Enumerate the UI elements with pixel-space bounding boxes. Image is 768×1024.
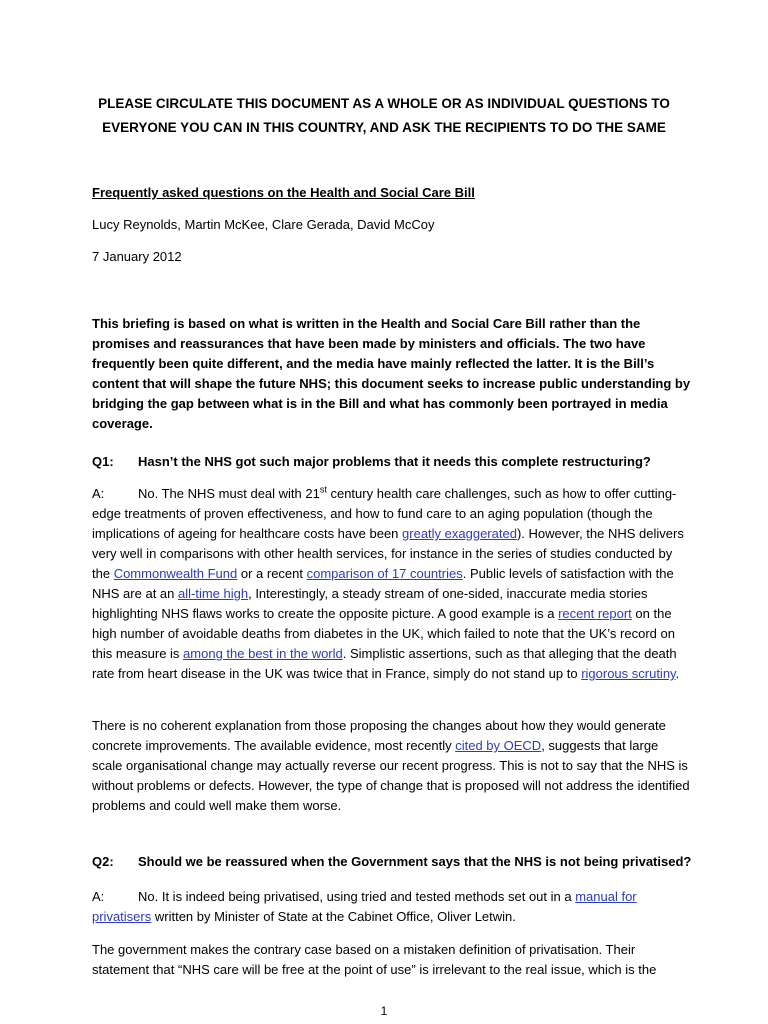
paragraph-text: , suggests that large scale organisational change may actually reverse our recent progress. This is not to say that the NHS is without problems or defects. However, the type of change that is proposed will not address the identified problems and could well make them worse.	[92, 738, 690, 813]
question-2	[92, 852, 692, 872]
answer-1-label: A:	[92, 486, 105, 501]
answer-1-text: on the high number of avoidable deaths from diabetes in the UK, which failed to note that the UK’s record on this measure is	[92, 606, 675, 661]
circulation-heading-line-1: PLEASE CIRCULATE THIS DOCUMENT AS A WHOLE OR AS INDIVIDUAL QUESTIONS TO	[98, 96, 670, 111]
greatly-exaggerated-link[interactable]: greatly exaggerated	[402, 526, 517, 541]
page-number: 1	[380, 1004, 388, 1018]
recent-report-link[interactable]: recent report	[558, 606, 632, 621]
circulation-heading-line-2: EVERYONE YOU CAN IN THIS COUNTRY, AND ASK THE RECIPIENTS TO DO THE SAME	[102, 120, 666, 135]
question-1-text: Hasn’t the NHS got such major problems that it needs this complete restructuring?	[138, 454, 651, 469]
answer-1-text: No. The NHS must deal with 21	[138, 486, 320, 501]
answer-1-text: century health care challenges, such as how to offer cutting-edge treatments of proven effectiveness, and how to fund care to an aging population (though the implications of ageing for healthcare costs have been	[92, 486, 677, 541]
answer-1-text: ). However, the NHS delivers very well in comparisons with other health services, for instance in the series of studies conducted by the	[92, 526, 684, 581]
question-1	[92, 452, 692, 472]
question-2-label: Q2:	[92, 854, 114, 869]
answer-1	[92, 484, 692, 684]
cited-by-oecd-link[interactable]: cited by OECD	[455, 738, 542, 753]
all-time-high-link[interactable]: all-time high	[178, 586, 249, 601]
question-2-text: Should we be reassured when the Government says that the NHS is not being privatised?	[138, 854, 692, 869]
document-date: 7 January 2012	[92, 249, 182, 264]
among-the-best-link[interactable]: among the best in the world	[183, 646, 343, 661]
question-1-label: Q1:	[92, 454, 114, 469]
answer-1-superscript: st	[319, 484, 327, 495]
rigorous-scrutiny-link[interactable]: rigorous scrutiny	[581, 666, 676, 681]
authors-line: Lucy Reynolds, Martin McKee, Clare Gerada, David McCoy	[92, 217, 435, 232]
commonwealth-fund-link[interactable]: Commonwealth Fund	[113, 566, 238, 581]
paragraph-text: There is no coherent explanation from those proposing the changes about how they would generate concrete improvements. The available evidence, most recently	[92, 718, 666, 753]
manual-for-privatisers-link[interactable]: manual for privatisers	[92, 889, 637, 924]
answer-1-text: . Simplistic assertions, such as that alleging that the death rate from heart disease in the UK was twice that in France, simply do not stand up to	[92, 646, 677, 681]
answer-2-text: No. It is indeed being privatised, using tried and tested methods set out in a	[138, 889, 576, 904]
answer-1-paragraph-2	[92, 716, 692, 816]
intro-paragraph: This briefing is based on what is written in the Health and Social Care Bill rather than the promises and reassurances that have been made by ministers and officials. The two have frequently been quite different, and the media have mainly reflected the latter. It is the Bill’s content that will shape the future NHS; this document seeks to increase public understanding by bridging the gap between what is in the Bill and what has commonly been portrayed in media coverage.	[92, 316, 691, 431]
document-title: Frequently asked questions on the Health and Social Care Bill	[92, 185, 475, 200]
circulation-heading	[80, 92, 688, 140]
answer-1-text: .	[675, 666, 680, 681]
answer-2-label: A:	[92, 889, 105, 904]
answer-2	[92, 887, 692, 927]
answer-1-text: or a recent	[237, 566, 307, 581]
answer-1-text: . Public levels of satisfaction with the NHS are at an	[92, 566, 674, 601]
comparison-17-countries-link[interactable]: comparison of 17 countries	[306, 566, 463, 581]
answer-1-text: , Interestingly, a steady stream of one-sided, inaccurate media stories highlighting NHS flaws works to create the opposite picture. A good example is a	[92, 586, 648, 621]
answer-2-paragraph-2: The government makes the contrary case based on a mistaken definition of privatisation. Their statement that “NHS care will be free at the point of use” is irrelevant to the real issue, which is the	[92, 942, 657, 977]
answer-2-text: written by Minister of State at the Cabinet Office, Oliver Letwin.	[151, 909, 516, 924]
